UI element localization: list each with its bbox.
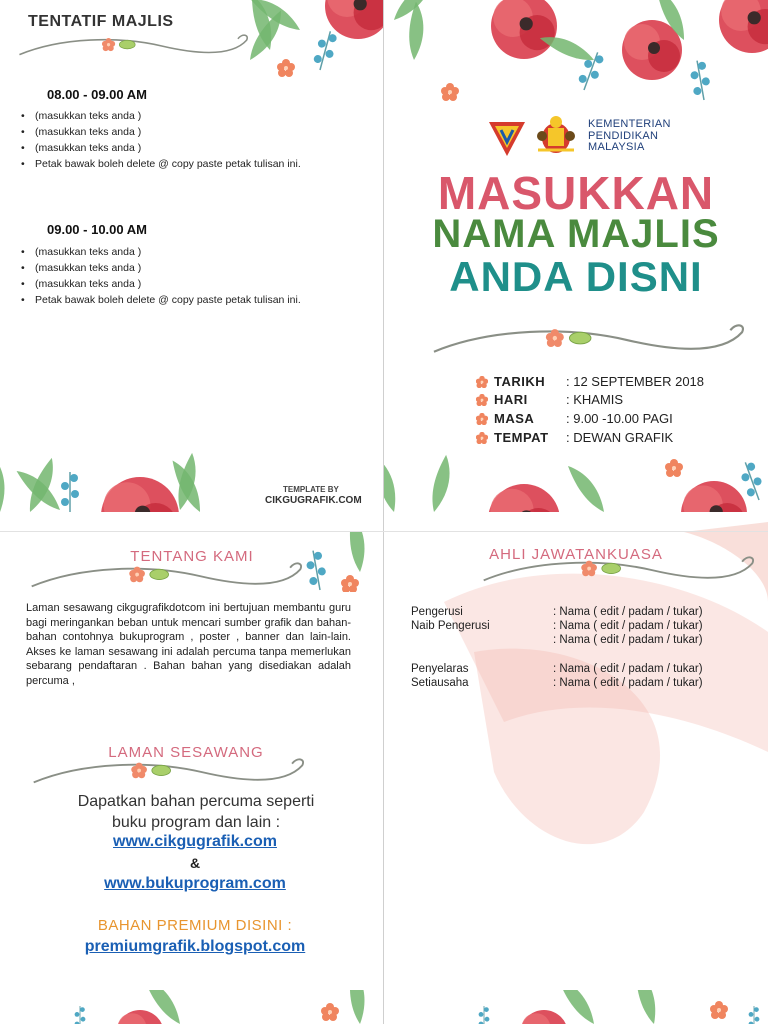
committee-role: Penyelaras xyxy=(411,663,469,675)
list-item: • Petak bawak boleh delete @ copy paste petak tulisan ini. xyxy=(35,292,355,308)
event-title-line2: NAMA MAJLIS xyxy=(432,212,720,256)
committee-value: : Nama ( edit / padam / tukar) xyxy=(553,606,703,618)
committee-panel xyxy=(384,512,768,1024)
slot2-list xyxy=(0,244,355,308)
blossom-bullet-icon xyxy=(476,413,488,425)
floral-bottom-decoration xyxy=(384,440,768,512)
committee-value: : Nama ( edit / padam / tukar) xyxy=(553,677,703,689)
template-credit-label: TEMPLATE BY xyxy=(283,485,339,494)
web-text xyxy=(0,791,384,833)
committee-role: Setiausaha xyxy=(411,677,469,689)
cover-panel xyxy=(384,0,768,512)
floral-top-right-decoration xyxy=(230,0,384,80)
committee-value: : Nama ( edit / padam / tukar) xyxy=(553,620,703,632)
bukuprogram-link[interactable]: www.bukuprogram.com xyxy=(104,875,286,892)
detail-value: : KHAMIS xyxy=(566,392,624,407)
about-title: TENTANG KAMI xyxy=(130,548,254,565)
floral-bottom-decoration xyxy=(60,990,384,1024)
vine-divider xyxy=(30,562,302,592)
list-item: • (masukkan teks anda ) xyxy=(35,260,355,276)
page-divider-horizontal xyxy=(0,531,768,532)
ampersand: & xyxy=(189,855,201,871)
premium-title: BAHAN PREMIUM DISINI : xyxy=(97,917,293,934)
blossom-bullet-icon xyxy=(476,394,488,406)
about-text: Laman sesawang cikgugrafikdotcom ini bertujuan membantu guru bagi meringankan beban untuk mencari sumber grafik dan bahan-bahan contohnya bukuprogram , poster , banner dan lain-lain. Akses ke laman sesawang ini adalah percuma tanpa memerlukan sebarang pendaftaran . Bahan bahan yang disediakan adalah percuma , xyxy=(26,602,351,687)
web-title: LAMAN SESAWANG xyxy=(108,744,264,761)
tentang-kami-panel xyxy=(0,512,384,1024)
vine-divider xyxy=(32,758,304,788)
detail-label: MASA xyxy=(494,411,535,426)
web-text-line: Dapatkan bahan percuma seperti xyxy=(77,793,315,810)
detail-label: HARI xyxy=(494,392,528,407)
blossom-bullet-icon xyxy=(476,376,488,388)
vine-divider xyxy=(482,556,754,586)
committee-title: AHLI JAWATANKUASA xyxy=(489,546,663,563)
detail-value: : 12 SEPTEMBER 2018 xyxy=(566,374,705,389)
floral-bottom-decoration xyxy=(454,990,768,1024)
committee-row xyxy=(411,620,490,632)
tentatif-panel xyxy=(0,0,384,512)
list-item: • (masukkan teks anda ) xyxy=(35,276,355,292)
committee-row xyxy=(411,663,469,675)
committee-row xyxy=(411,677,469,689)
list-item: • (masukkan teks anda ) xyxy=(35,108,355,124)
slot2-time: 09.00 - 10.00 AM xyxy=(47,222,147,237)
slot1-list xyxy=(0,108,355,172)
vine-divider xyxy=(432,322,744,360)
list-item: • (masukkan teks anda ) xyxy=(35,244,355,260)
list-item: • (masukkan teks anda ) xyxy=(35,124,355,140)
event-title-line1: MASUKKAN xyxy=(437,167,715,219)
web-text-line: buku program dan lain : xyxy=(111,814,281,831)
committee-value: : Nama ( edit / padam / tukar) xyxy=(553,663,703,675)
committee-row xyxy=(411,606,463,618)
cikgugrafik-link[interactable]: www.cikgugrafik.com xyxy=(113,833,277,850)
ministry-name xyxy=(588,119,671,154)
committee-role: Naib Pengerusi xyxy=(411,620,490,632)
list-item: • Petak bawak boleh delete @ copy paste petak tulisan ini. xyxy=(35,156,355,172)
floral-bottom-decoration xyxy=(0,440,260,512)
template-credit-site: CIKGUGRAFIK.COM xyxy=(265,495,362,506)
detail-label: TEMPAT xyxy=(494,430,549,445)
list-item: • (masukkan teks anda ) xyxy=(35,140,355,156)
premiumgrafik-link[interactable]: premiumgrafik.blogspot.com xyxy=(84,938,306,955)
floral-top-decoration xyxy=(384,0,768,110)
vine-divider xyxy=(18,32,248,60)
committee-value: : Nama ( edit / padam / tukar) xyxy=(553,634,703,646)
malaysia-crest-logo xyxy=(534,114,578,158)
watercolor-background xyxy=(384,512,768,1024)
slot1-time: 08.00 - 09.00 AM xyxy=(47,87,147,102)
event-title-line3: ANDA DISNI xyxy=(449,253,703,300)
pengakap-logo xyxy=(487,118,527,158)
detail-label: TARIKH xyxy=(494,374,546,389)
committee-role: Pengerusi xyxy=(411,606,463,618)
page-divider-vertical xyxy=(383,0,384,1024)
ministry-line: PENDIDIKAN xyxy=(588,129,659,142)
ministry-line: MALAYSIA xyxy=(588,141,645,153)
detail-value: : 9.00 -10.00 PAGI xyxy=(566,411,673,426)
tentatif-title: TENTATIF MAJLIS xyxy=(28,13,174,30)
ministry-line: KEMENTERIAN xyxy=(588,118,671,130)
detail-value: : DEWAN GRAFIK xyxy=(566,430,674,445)
